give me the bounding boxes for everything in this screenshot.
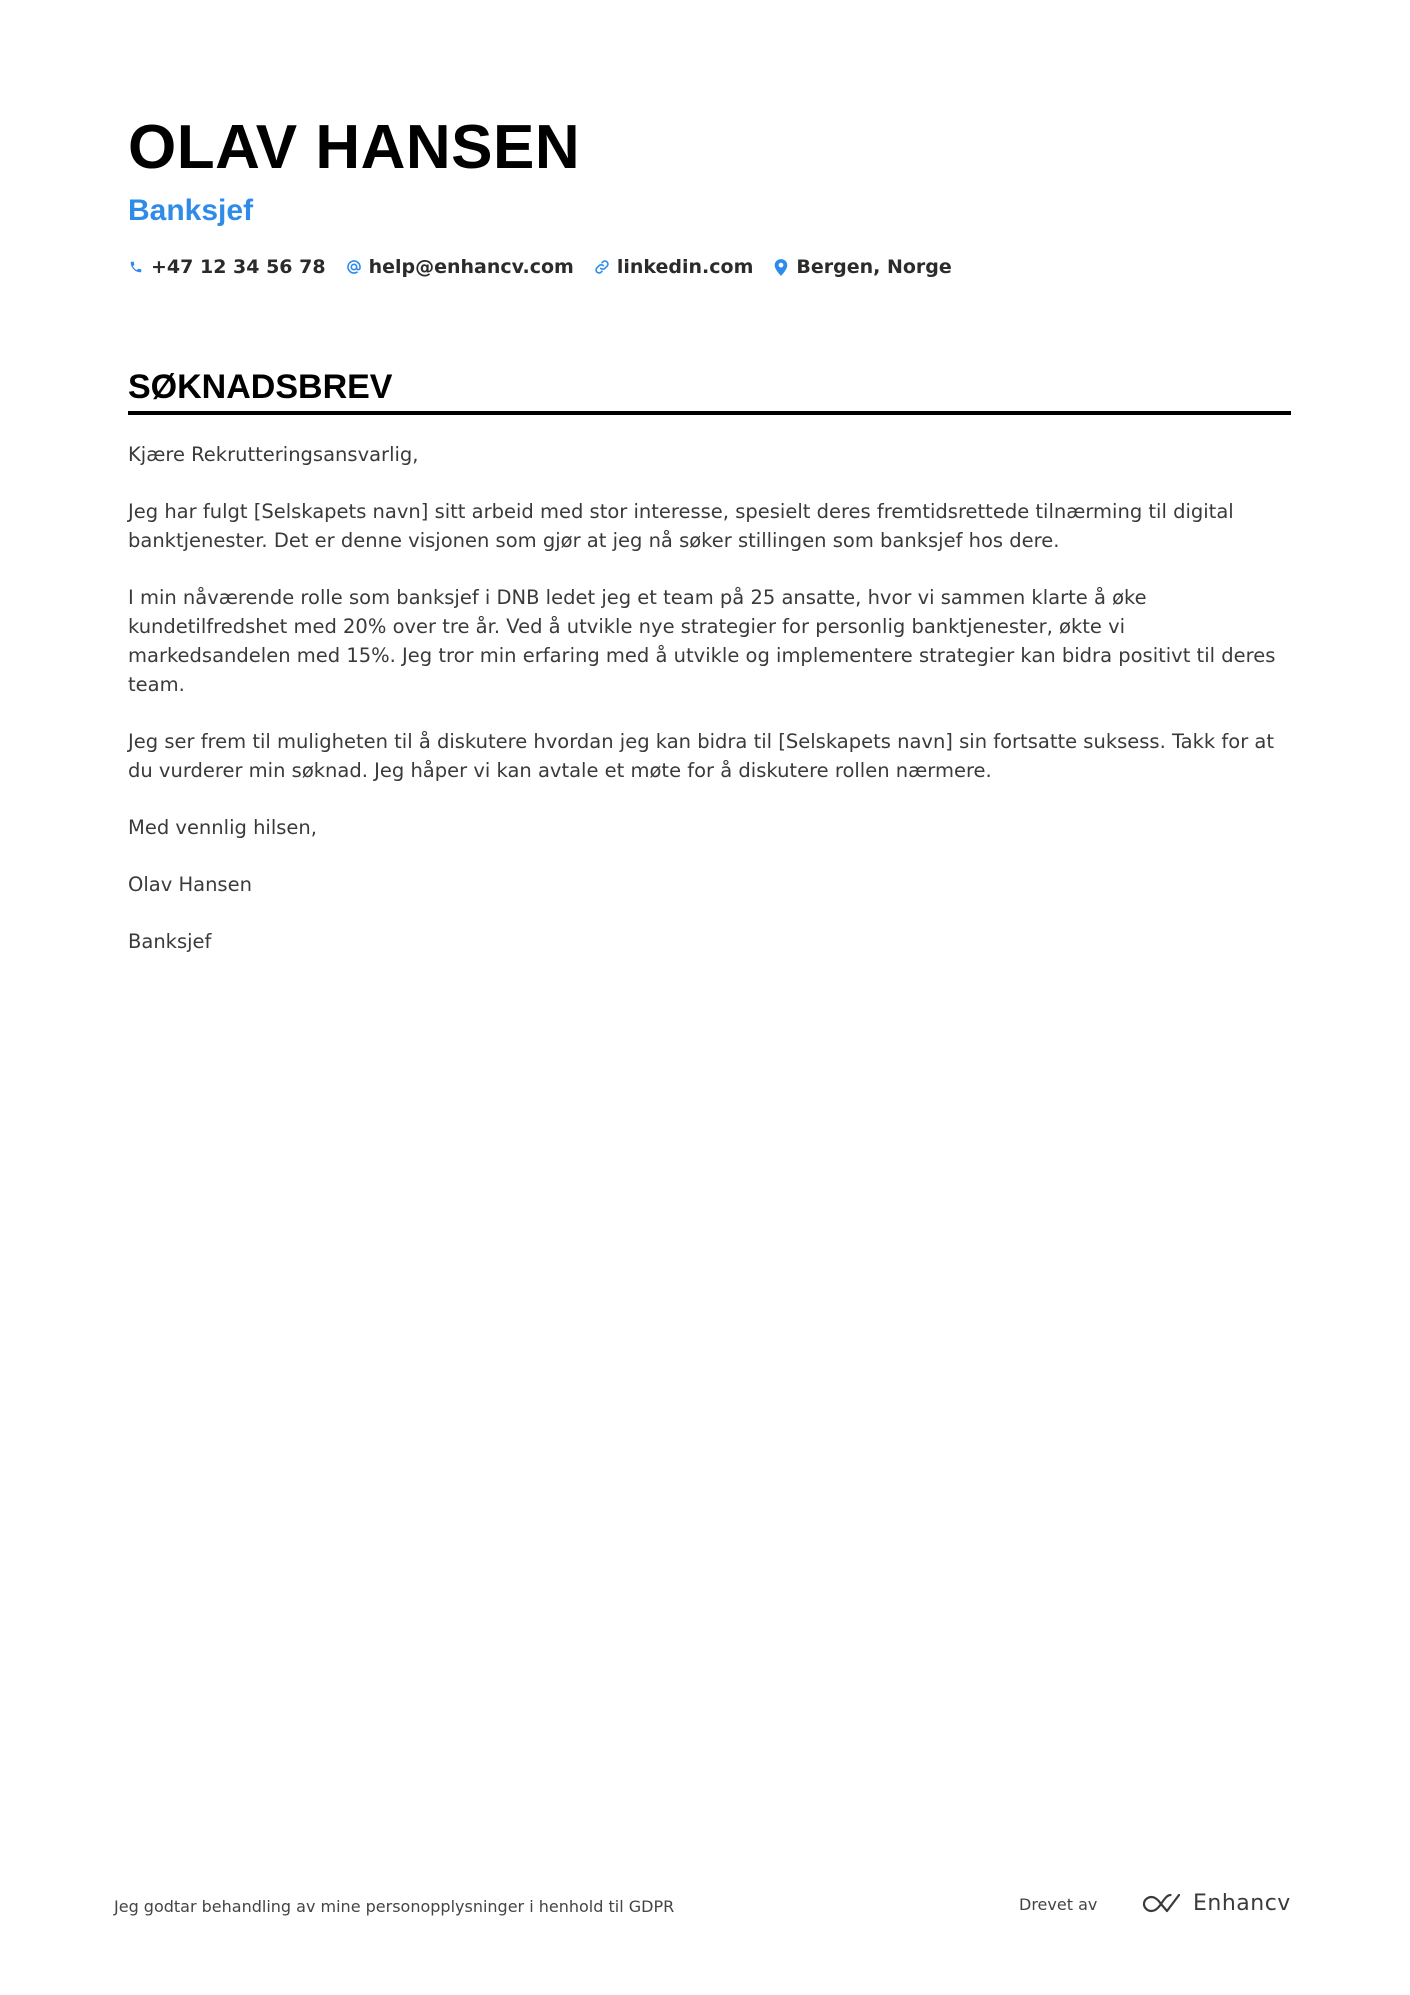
enhancv-brand-name: Enhancv xyxy=(1193,1891,1291,1916)
phone-icon xyxy=(128,258,144,276)
applicant-role: Banksjef xyxy=(128,194,254,227)
signature-title: Banksjef xyxy=(128,930,212,953)
letter-paragraph: I min nåværende rolle som banksjef i DNB ledet jeg et team på 25 ansatte, hvor vi sammen klarte å øke kundetilfredshet med 20% over tre år. Ved å utvikle nye strategier for personlig banktjenester, økte vi markedsandelen med 15%. Jeg tror min erfaring med å utvikle og implementere strategier kan bidra positivt til deres team. xyxy=(128,586,1276,696)
letter-closing: Med vennlig hilsen, xyxy=(128,816,317,839)
contact-location[interactable] xyxy=(773,252,951,282)
letter-paragraph: Jeg har fulgt [Selskapets navn] sitt arbeid med stor interesse, spesielt deres fremtidsrettede tilnærming til digital banktjenester. Det er denne visjonen som gjør at jeg nå søker stillingen som banksjef hos dere. xyxy=(128,500,1234,552)
location-pin-icon xyxy=(773,258,789,276)
contact-linkedin[interactable] xyxy=(594,252,754,282)
at-icon xyxy=(346,258,362,276)
letter-body xyxy=(128,440,1291,984)
contact-email[interactable] xyxy=(346,252,574,282)
link-icon xyxy=(594,258,610,276)
contact-location-text: Bergen, Norge xyxy=(796,256,952,278)
contact-phone[interactable] xyxy=(128,252,326,282)
section-title: SØKNADSBREV xyxy=(128,368,393,406)
powered-by-label: Drevet av xyxy=(1019,1895,1098,1914)
enhancv-logo-icon xyxy=(1139,1892,1185,1916)
contact-phone-text: +47 12 34 56 78 xyxy=(151,256,326,278)
contact-info xyxy=(128,252,952,282)
letter-salutation: Kjære Rekrutteringsansvarlig, xyxy=(128,443,419,466)
contact-email-text: help@enhancv.com xyxy=(368,256,574,278)
gdpr-consent-text: Jeg godtar behandling av mine personopplysninger i henhold til GDPR xyxy=(114,1897,675,1916)
enhancv-brand[interactable] xyxy=(1139,1889,1291,1919)
section-divider xyxy=(128,411,1291,415)
contact-linkedin-text: linkedin.com xyxy=(616,256,754,278)
letter-paragraph: Jeg ser frem til muligheten til å diskutere hvordan jeg kan bidra til [Selskapets navn] sin fortsatte suksess. Takk for at du vurderer min søknad. Jeg håper vi kan avtale et møte for å diskutere rollen nærmere. xyxy=(128,730,1275,782)
applicant-name: OLAV HANSEN xyxy=(128,113,581,182)
signature-name: Olav Hansen xyxy=(128,873,252,896)
